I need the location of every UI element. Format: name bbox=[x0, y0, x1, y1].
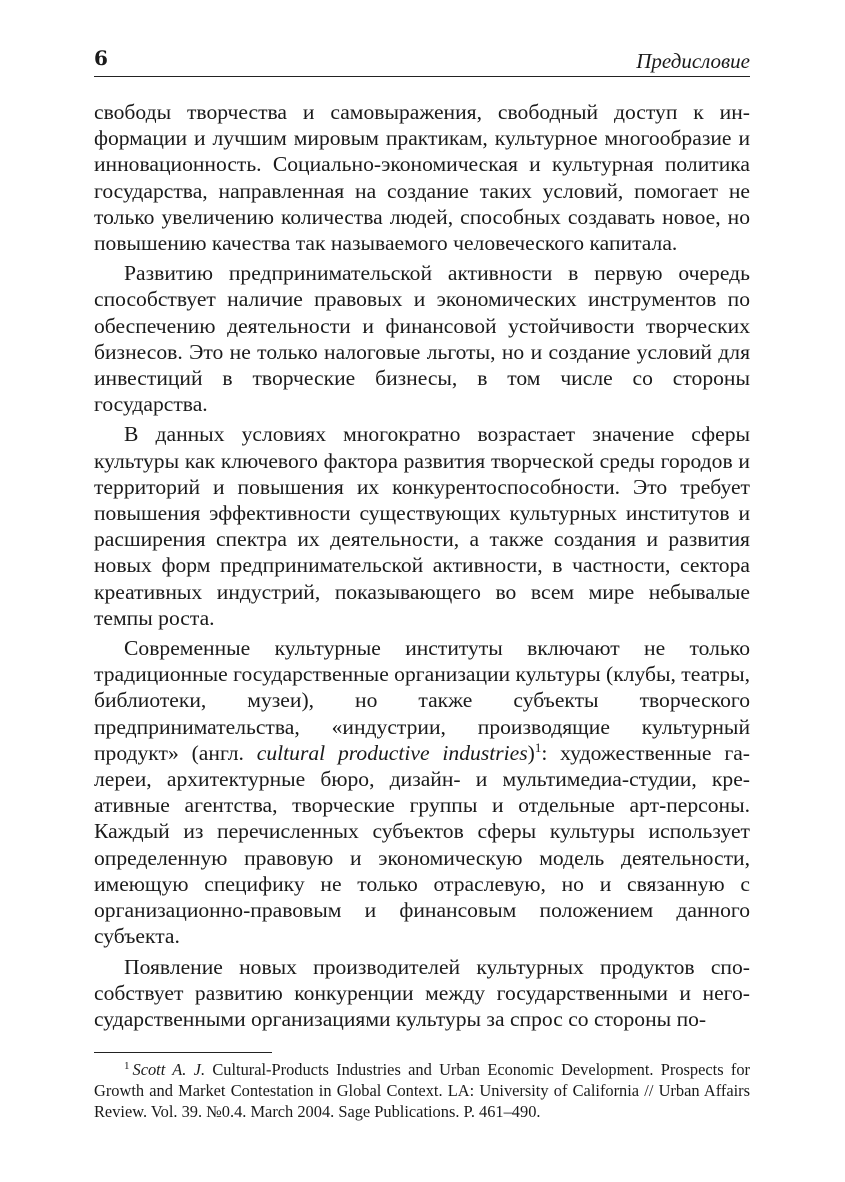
footnote-reference[interactable]: 1 bbox=[534, 739, 542, 755]
paragraph-3: В данных условиях многократно возрастает значение сферы культуры как ключевого фактора развития творческой среды городов и территорий и повышения их конкурентоспособности. Это требует повышения эффективности существующих культурных институтов и расширения спектра их деятельности, а также создания и развития новых форм предпринимательской активности, в частности, сектора креативных индустрий, показывающего во всем мире небывалые темпы роста. bbox=[94, 422, 750, 630]
paragraph-4-text-middle: ) bbox=[527, 740, 535, 765]
paragraph-5: Появление новых производителей культурных продуктов способствует развитию конкуренции между государственными и негосударственными организациями культуры за спрос со стороны по- bbox=[94, 954, 750, 1031]
paragraph-2: Развитию предпринимательской активности в первую очередь способствует наличие правовых и экономических инструментов по обеспечению деятельности и финансовой устойчивости творческих бизнесов. Это не только налоговые льготы, но и создание условий для инвестиций в творческие бизнесы, в том числе со стороны государства. bbox=[94, 261, 750, 417]
paragraph-4-text-before: Современные культурные институты включают не только традиционные государственные организации культуры (клубы, театры, библиотеки, музеи), но также субъекты творческого предпринимательства, «индустрии, производящие культурный продукт» (англ. bbox=[94, 636, 750, 765]
paragraph-4 bbox=[94, 635, 750, 949]
paragraph-4-text-after: : художественные галереи, архитектурные бюро, дизайн- и мультимедиа-студии, креативные агентства, творческие группы и отдельные арт-персоны. Каждый из перечисленных субъектов сферы культуры использует определенную правовую и экономическую модель деятельности, имеющую специфику не только отраслевую, но и связанную с организационно-правовым и финансовым положением данного субъекта. bbox=[94, 740, 750, 949]
footnote-text: Cultural-Products Industries and Urban Economic Development. Prospects for Growth and Market Contestation in Global Context. LA: University of California // Urban Affairs Review. Vol. 39. №0.4. March 2004. Sage Publications. P. 461–490. bbox=[94, 1060, 750, 1121]
footnote-author: Scott A. J. bbox=[132, 1060, 206, 1079]
paragraph-4-italic-term: cultural productive industries bbox=[256, 740, 528, 765]
page-number: 6 bbox=[94, 46, 108, 70]
body-text bbox=[94, 99, 750, 1032]
section-title: Предисловие bbox=[636, 49, 750, 73]
running-head bbox=[94, 40, 750, 77]
footnote-number: 1 bbox=[124, 1059, 130, 1072]
paragraph-1: свободы творчества и самовыражения, свободный доступ к информации и лучшим мировым практикам, культурное многообразие и инновационность. Социально-экономическая и культурная политика государства, направленная на создание таких условий, помогает не только увеличению количества людей, способных создавать новое, но повышению качества так называемого человеческого капитала. bbox=[94, 100, 750, 256]
footnote-divider bbox=[94, 1052, 272, 1053]
footnote bbox=[94, 1059, 750, 1122]
page bbox=[94, 40, 750, 1032]
